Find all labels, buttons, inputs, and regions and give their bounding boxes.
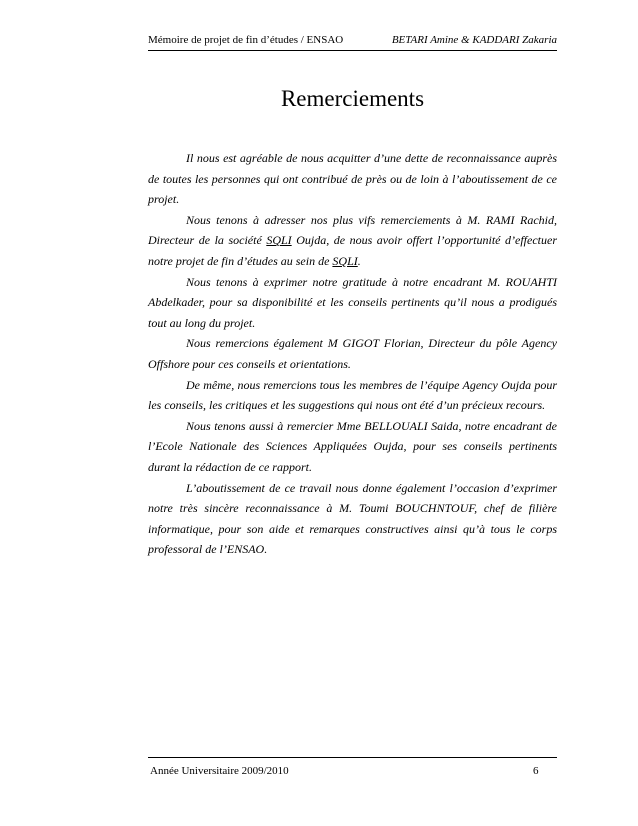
paragraph-6: Nous tenons aussi à remercier Mme BELLOUALI Saida, notre encadrant de l’Ecole Nationale des Sciences Appliquées Oujda, pour ses conseils pertinents durant la rédaction de ce rapport.: [148, 418, 557, 474]
header-document-title: Mémoire de projet de fin d’études / ENSAO: [148, 34, 344, 46]
paragraph-2-text-b: Oujda, de nous avoir offert l’opportunité d’effectuer notre projet de fin d’études au sein de: [148, 233, 557, 268]
paragraph-2: [148, 210, 557, 272]
paragraph-3: Nous tenons à exprimer notre gratitude à notre encadrant M. ROUAHTI Abdelkader, pour sa disponibilité et les conseils pertinents qu’il nous a prodigués tout au long du projet.: [148, 274, 557, 330]
paragraph-4: Nous remercions également M GIGOT Florian, Directeur du pôle Agency Offshore pour ces conseils et orientations.: [148, 336, 557, 371]
paragraph-2-text-c: .: [357, 253, 361, 268]
paragraph-5: De même, nous remercions tous les membres de l’équipe Agency Oujda pour les conseils, les critiques et les suggestions qui nous ont été d’un précieux recours.: [148, 377, 557, 413]
footer-divider: [148, 757, 557, 758]
header-authors: BETARI Amine & KADDARI Zakaria: [391, 34, 557, 46]
acknowledgements-body: [148, 148, 557, 560]
paragraph-7: L’aboutissement de ce travail nous donne également l’occasion d’exprimer notre très sincère reconnaissance à M. Toumi BOUCHNTOUF, chef de filière informatique, pour son aide et remarques constructives ainsi qu’à tous le corps professoral de l’ENSAO.: [148, 480, 557, 557]
page-title: Remerciements: [280, 86, 425, 111]
company-name-underlined: SQLI: [266, 233, 292, 248]
page-header: [148, 30, 557, 51]
footer-academic-year: Année Universitaire 2009/2010: [150, 765, 289, 777]
paragraph-1: Il nous est agréable de nous acquitter d’une dette de reconnaissance auprès de toutes les personnes qui ont contribué de près ou de loin à l’aboutissement de ce projet.: [148, 151, 557, 207]
paragraph-2-text-a: Nous tenons à adresser nos plus vifs remerciements à M. RAMI Rachid, Directeur de la société: [148, 212, 557, 248]
page-number: 6: [533, 765, 539, 777]
company-name-underlined-2: SQLI: [332, 253, 358, 268]
